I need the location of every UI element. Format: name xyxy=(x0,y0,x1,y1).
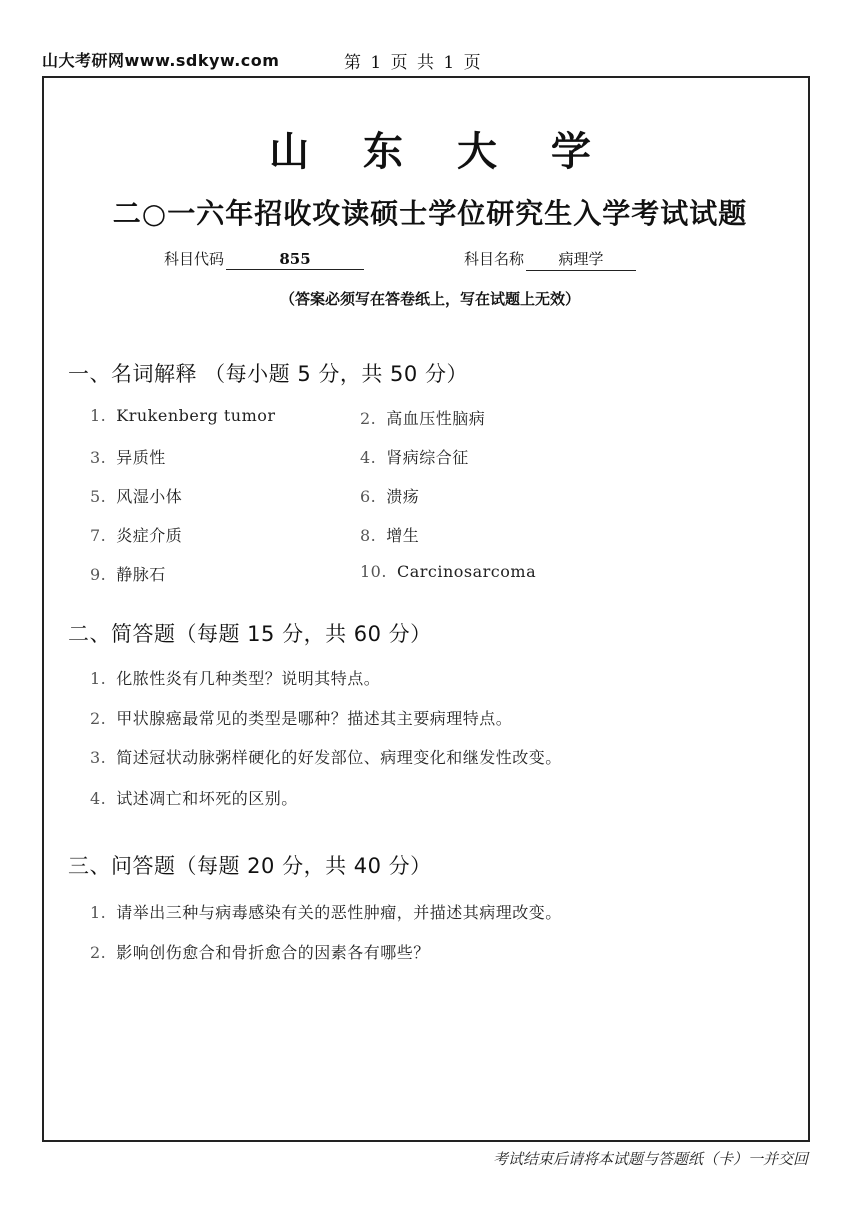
subject-name-value: 病理学 xyxy=(526,248,636,271)
section-heading: 二、简答题（每题 15 分，共 60 分） xyxy=(68,622,432,646)
item-text: 肾病综合征 xyxy=(386,448,469,467)
site-name: 山大考研网www.sdkyw.com xyxy=(42,51,280,70)
list-item xyxy=(360,445,469,468)
subject-code-label: 科目代码 xyxy=(164,250,225,268)
item-number: 1. xyxy=(90,669,107,688)
item-text: 增生 xyxy=(386,526,420,545)
item-number: 4. xyxy=(360,448,377,467)
item-number: 9. xyxy=(90,565,107,584)
subject-code xyxy=(164,248,364,270)
item-text: 高血压性脑病 xyxy=(386,409,486,428)
footer-note: 考试结束后请将本试题与答题纸（卡）一并交回 xyxy=(492,1150,808,1168)
exam-title: 二○一六年招收攻读硕士学位研究生入学考试试题 xyxy=(112,197,748,230)
list-item xyxy=(90,900,562,923)
list-item xyxy=(360,484,419,507)
list-item xyxy=(90,562,166,585)
item-text: 请举出三种与病毒感染有关的恶性肿瘤，并描述其病理改变。 xyxy=(116,903,562,922)
list-item xyxy=(360,406,485,429)
item-text: 炎症介质 xyxy=(116,526,183,545)
list-item xyxy=(90,406,276,425)
item-text: 简述冠状动脉粥样硬化的好发部位、病理变化和继发性改变。 xyxy=(116,748,562,767)
item-number: 2. xyxy=(90,709,107,728)
item-number: 2. xyxy=(360,409,377,428)
item-text: 风湿小体 xyxy=(116,487,183,506)
list-item xyxy=(360,562,536,581)
item-number: 3. xyxy=(90,748,107,767)
item-number: 1. xyxy=(90,903,107,922)
item-number: 3. xyxy=(90,448,107,467)
item-text: 溃疡 xyxy=(386,487,420,506)
item-number: 7. xyxy=(90,526,107,545)
university-name: 山 东 大 学 xyxy=(269,128,611,175)
list-item xyxy=(90,445,166,468)
item-number: 5. xyxy=(90,487,107,506)
list-item xyxy=(90,666,380,689)
item-text: Carcinosarcoma xyxy=(396,562,537,581)
item-number: 2. xyxy=(90,943,107,962)
list-item xyxy=(360,523,419,546)
subject-name xyxy=(464,248,636,271)
item-number: 1. xyxy=(90,406,107,425)
subject-code-value: 855 xyxy=(226,250,364,270)
item-text: Krukenberg tumor xyxy=(116,406,276,425)
item-text: 化脓性炎有几种类型？说明其特点。 xyxy=(116,669,381,688)
list-item xyxy=(90,786,298,809)
list-item xyxy=(90,940,430,963)
item-text: 甲状腺癌最常见的类型是哪种？描述其主要病理特点。 xyxy=(116,709,513,728)
list-item xyxy=(90,484,182,507)
item-text: 静脉石 xyxy=(116,565,166,584)
item-number: 6. xyxy=(360,487,377,506)
item-number: 4. xyxy=(90,789,107,808)
item-text: 异质性 xyxy=(116,448,166,467)
list-item xyxy=(90,745,562,768)
subject-name-label: 科目名称 xyxy=(464,250,525,268)
list-item xyxy=(90,523,182,546)
item-number: 8. xyxy=(360,526,377,545)
page-header xyxy=(42,48,782,72)
exam-border xyxy=(42,76,810,1142)
item-text: 试述凋亡和坏死的区别。 xyxy=(116,789,298,808)
item-number: 10. xyxy=(360,562,387,581)
section-heading: 一、名词解释 （每小题 5 分，共 50 分） xyxy=(68,362,468,386)
page-number: 第 1 页 共 1 页 xyxy=(344,53,483,73)
item-text: 影响创伤愈合和骨折愈合的因素各有哪些？ xyxy=(116,943,430,962)
answer-notice: （答案必须写在答卷纸上，写在试题上无效） xyxy=(279,290,580,308)
section-heading: 三、问答题（每题 20 分，共 40 分） xyxy=(68,854,432,878)
list-item xyxy=(90,706,512,729)
